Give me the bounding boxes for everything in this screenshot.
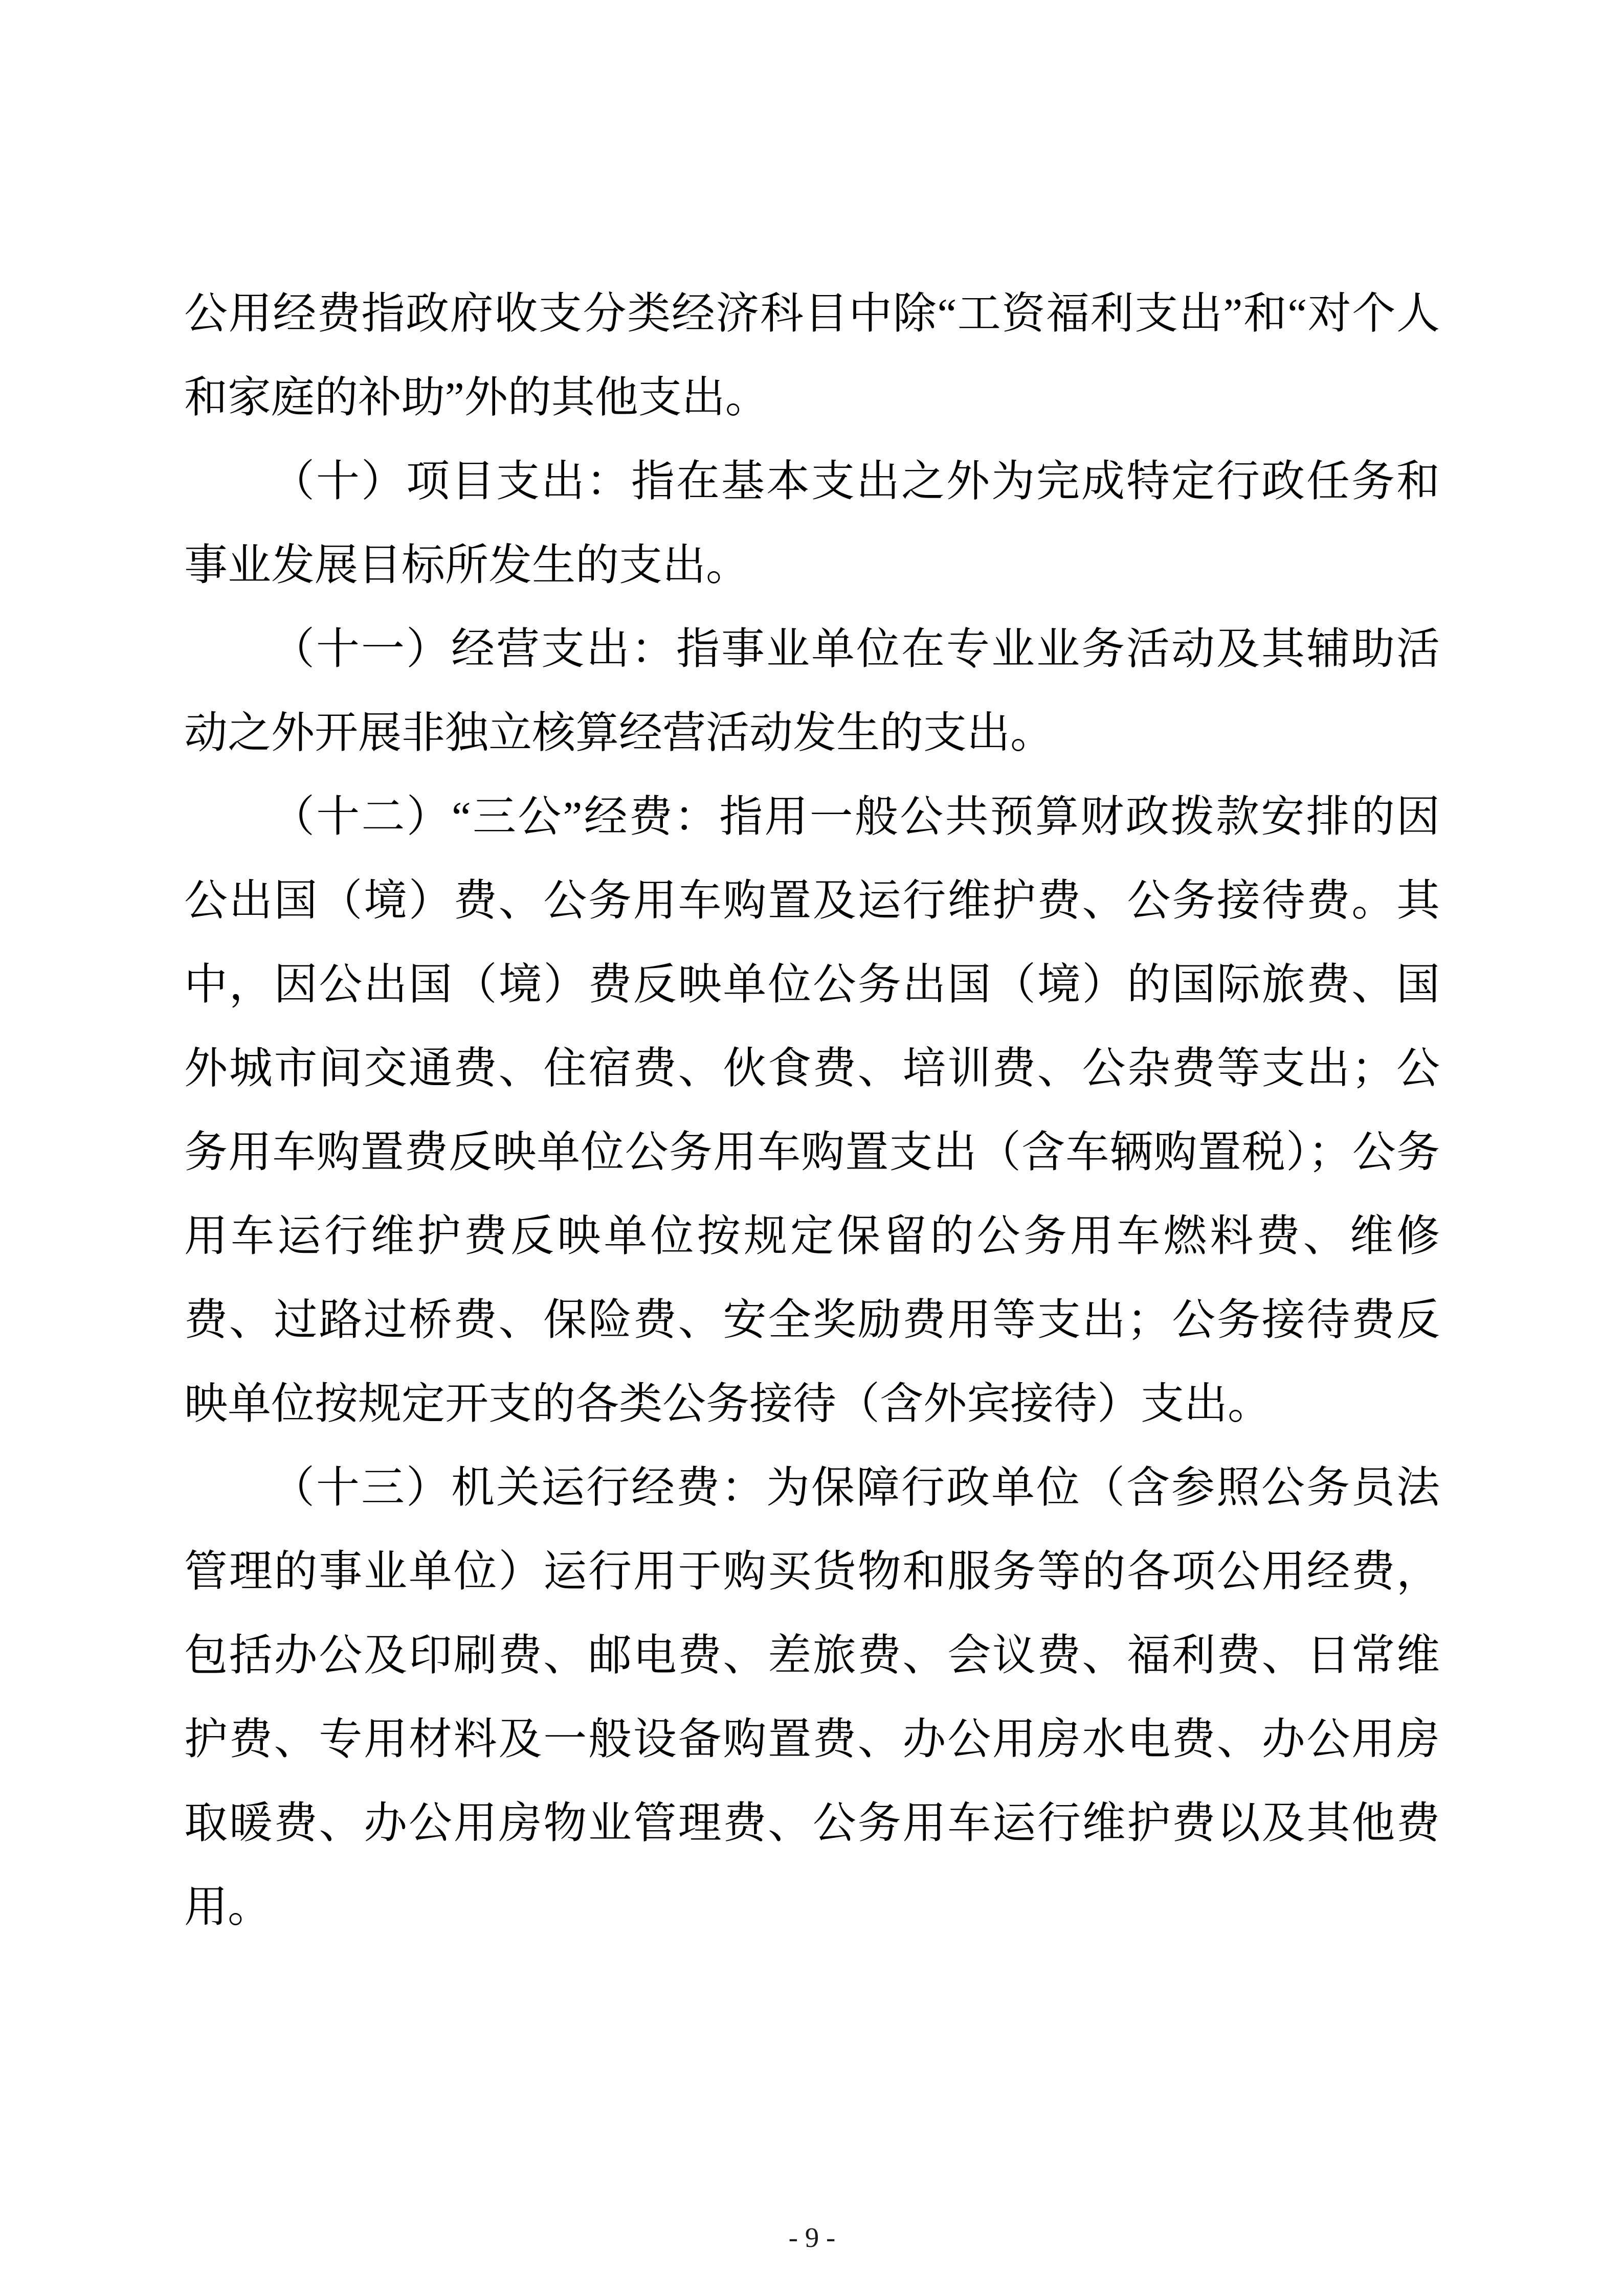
body-paragraph-2: （十）项目支出：指在基本支出之外为完成特定行政任务和事业发展目标所发生的支出。 [184,458,1440,590]
page-number: - 9 - [788,2222,836,2253]
body-paragraph-4: （十二）“三公”经费：指用一般公共预算财政拨款安排的因公出国（境）费、公务用车购置及运行维护费、公务接待费。其中，因公出国（境）费反映单位公务出国（境）的国际旅费、国外城市间交通费、住宿费、伙食费、培训费、公杂费等支出；公务用车购置费反映单位公务用车购置支出（含车辆购置税）；公务用车运行维护费反映单位按规定保留的公务用车燃料费、维修费、过路过桥费、保险费、安全奖励费用等支出；公务接待费反映单位按规定开支的各类公务接待（含外宾接待）支出。 [184,793,1440,1428]
document-body [184,272,1440,1949]
body-paragraph-5: （十三）机关运行经费：为保障行政单位（含参照公务员法管理的事业单位）运行用于购买货物和服务等的各项公用经费，包括办公及印刷费、邮电费、差旅费、会议费、福利费、日常维护费、专用材料及一般设备购置费、办公用房水电费、办公用房取暖费、办公用房物业管理费、公务用车运行维护费以及其他费用。 [184,1464,1440,1931]
body-paragraph-1: 公用经费指政府收支分类经济科目中除“工资福利支出”和“对个人和家庭的补助”外的其他支出。 [184,290,1440,422]
body-paragraph-3: （十一）经营支出：指事业单位在专业业务活动及其辅助活动之外开展非独立核算经营活动发生的支出。 [184,625,1440,757]
